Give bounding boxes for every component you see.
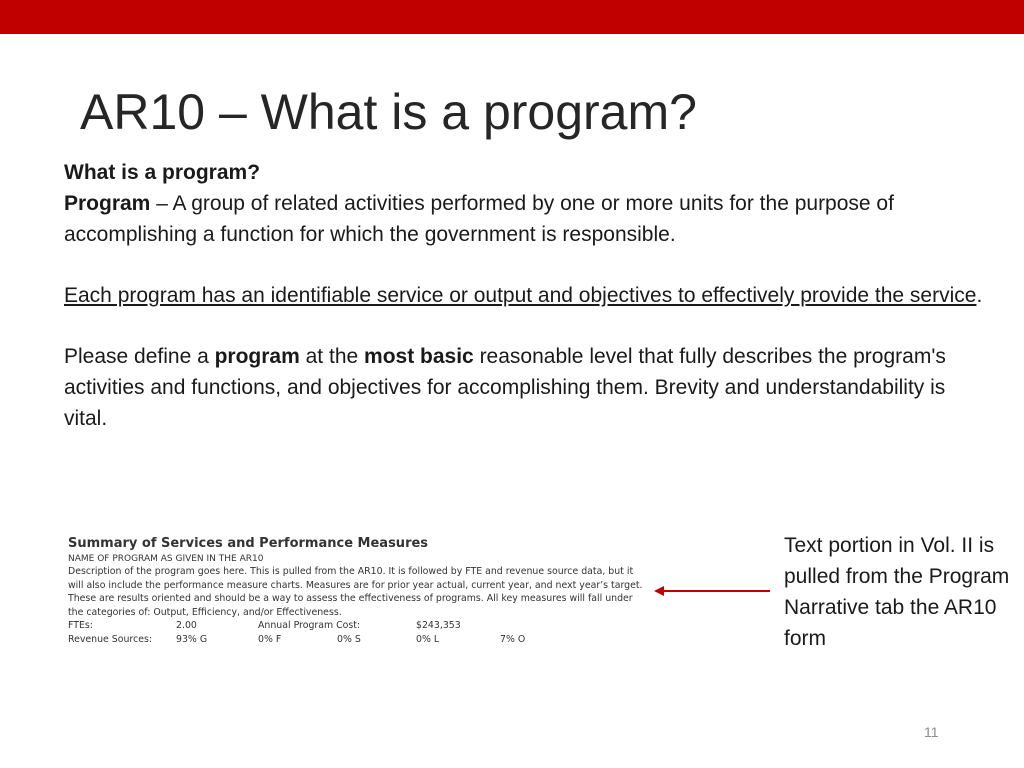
slide-title: AR10 – What is a program? bbox=[80, 84, 697, 140]
top-accent-bar bbox=[0, 0, 1024, 34]
left-arrow-icon bbox=[654, 584, 770, 598]
summary-program-name: NAME OF PROGRAM AS GIVEN IN THE AR10 bbox=[68, 554, 264, 564]
cost-label: Annual Program Cost: bbox=[258, 620, 361, 631]
service-statement: Each program has an identifiable service or output and objectives to effectively provide the service. bbox=[64, 284, 983, 307]
revenue-f: 0% F bbox=[258, 634, 282, 645]
program-term: Program bbox=[64, 192, 151, 215]
define-instructions: Please define a program at the most basic reasonable level that fully describes the program's activities and functions, and objectives for accomplishing them. Brevity and understandability is vital. bbox=[64, 345, 946, 430]
fte-value: 2.00 bbox=[176, 620, 197, 631]
program-definition-text: – A group of related activities performed by one or more units for the purpose of accomplishing a function for which the government is responsible. bbox=[64, 192, 894, 246]
summary-description: Description of the program goes here. This is pulled from the AR10. It is followed by FTE and revenue source data, but it will also include the performance measure charts. Measures are for prior year actual, current year, and next year’s target. These are results oriented and should be a way to assess the effectiveness of programs. All key measures will fall under the categories of: Output, Efficiency, and/or Effectiveness. bbox=[68, 566, 643, 618]
summary-title: Summary of Services and Performance Measures bbox=[68, 536, 429, 551]
underlined-statement: Each program has an identifiable service or output and objectives to effectively provide the service bbox=[64, 284, 977, 307]
revenue-g: 93% G bbox=[176, 634, 208, 645]
fte-label: FTEs: bbox=[68, 620, 93, 631]
program-definition bbox=[64, 188, 984, 250]
page-number: 11 bbox=[924, 724, 939, 740]
summary-excerpt-image bbox=[68, 535, 648, 647]
callout-text: Text portion in Vol. II is pulled from the Program Narrative tab the AR10 form bbox=[784, 534, 1010, 650]
slide-body bbox=[64, 157, 984, 434]
summary-revenue-row bbox=[68, 633, 648, 647]
revenue-l: 0% L bbox=[416, 634, 440, 645]
revenue-o: 7% O bbox=[500, 634, 526, 645]
cost-value: $243,353 bbox=[416, 620, 461, 631]
revenue-s: 0% S bbox=[337, 634, 361, 645]
summary-fte-row bbox=[68, 619, 648, 633]
question-heading: What is a program? bbox=[64, 161, 261, 184]
revenue-label: Revenue Sources: bbox=[68, 634, 153, 645]
